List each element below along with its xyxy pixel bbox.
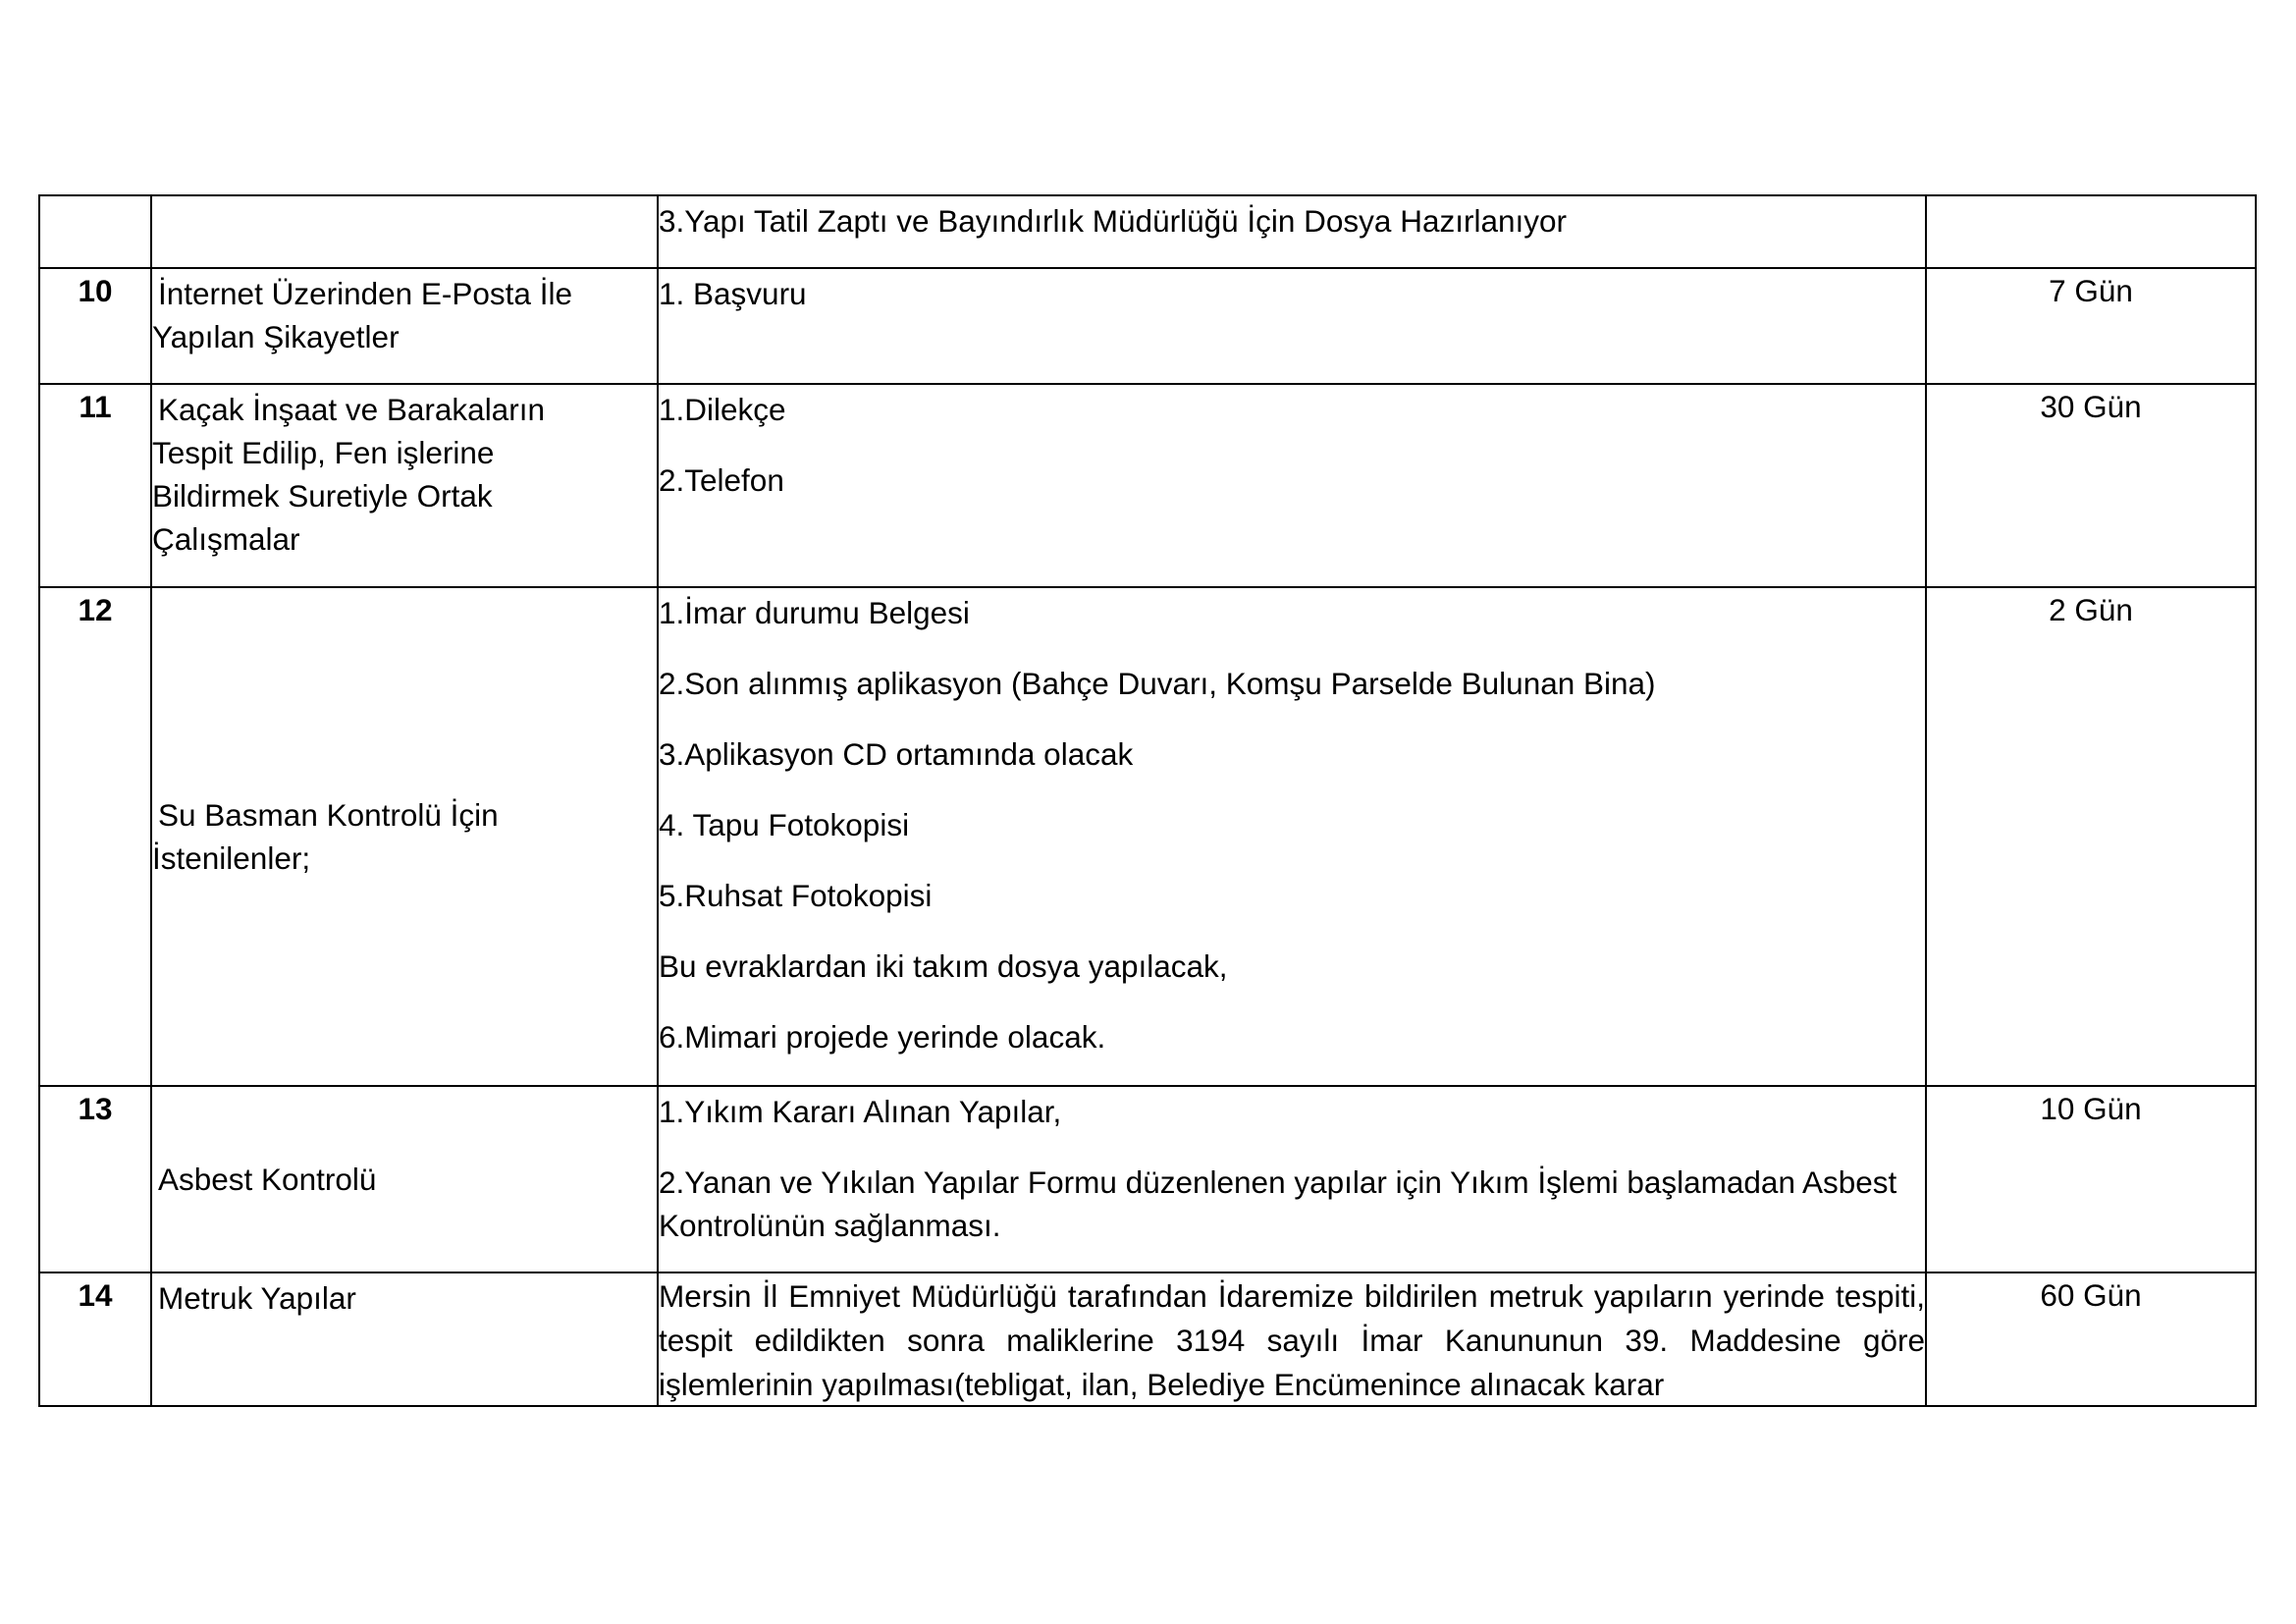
service-line: İstenilenler; xyxy=(152,840,311,876)
service-name xyxy=(151,1272,658,1406)
requirement-item: 6.Mimari projede yerinde olacak. xyxy=(659,1019,1106,1055)
requirement-item: 2.Telefon xyxy=(659,462,784,498)
requirements-cell xyxy=(658,384,1926,587)
service-name xyxy=(151,268,658,384)
requirement-item: Mersin İl Emniyet Müdürlüğü tarafından İdaremize bildirilen metruk yapıların yerinde tespiti, tespit edildikten sonra maliklerine 3194 sayılı İmar Kanununun 39. Maddesine göre işlemlerinin yapılması(tebligat, ilan, Belediye Encümenince alınacak karar xyxy=(659,1278,1925,1402)
table-row xyxy=(39,1086,2256,1272)
duration: 7 Gün xyxy=(1926,268,2256,384)
table-row xyxy=(39,195,2256,268)
service-line: İnternet Üzerinden E-Posta İle xyxy=(158,276,572,311)
service-line: Metruk Yapılar xyxy=(158,1280,356,1316)
requirements-cell xyxy=(658,1272,1926,1406)
duration xyxy=(1926,195,2256,268)
row-number xyxy=(39,195,151,268)
service-name xyxy=(151,384,658,587)
row-number: 13 xyxy=(39,1086,151,1272)
service-name xyxy=(151,1086,658,1272)
service-name xyxy=(151,587,658,1086)
requirement-item: 1.İmar durumu Belgesi xyxy=(659,595,970,630)
duration: 60 Gün xyxy=(1926,1272,2256,1406)
requirements-cell xyxy=(658,268,1926,384)
row-number: 12 xyxy=(39,587,151,1086)
service-line: Su Basman Kontrolü İçin xyxy=(158,797,499,833)
requirement-item: 2.Yanan ve Yıkılan Yapılar Formu düzenlenen yapılar için Yıkım İşlemi başlamadan Asbest Kontrolünün sağlanması. xyxy=(659,1164,1897,1243)
table-row xyxy=(39,1272,2256,1406)
table-row xyxy=(39,268,2256,384)
service-name xyxy=(151,195,658,268)
service-line: Asbest Kontrolü xyxy=(158,1162,377,1197)
requirement-item: Bu evraklardan iki takım dosya yapılacak, xyxy=(659,948,1228,984)
service-line: Çalışmalar xyxy=(152,521,300,557)
service-line: Yapılan Şikayetler xyxy=(152,319,400,354)
table-row xyxy=(39,587,2256,1086)
duration: 10 Gün xyxy=(1926,1086,2256,1272)
service-line: Tespit Edilip, Fen işlerine xyxy=(152,435,495,470)
requirement-item: 3.Yapı Tatil Zaptı ve Bayındırlık Müdürlüğü İçin Dosya Hazırlanıyor xyxy=(659,203,1568,239)
row-number: 10 xyxy=(39,268,151,384)
row-number: 14 xyxy=(39,1272,151,1406)
requirement-item: 4. Tapu Fotokopisi xyxy=(659,807,910,842)
requirement-item: 1. Başvuru xyxy=(659,276,807,311)
service-line: Kaçak İnşaat ve Barakaların xyxy=(158,392,545,427)
requirement-item: 3.Aplikasyon CD ortamında olacak xyxy=(659,736,1134,772)
requirements-cell xyxy=(658,195,1926,268)
service-line: Bildirmek Suretiyle Ortak xyxy=(152,478,493,514)
requirement-item: 2.Son alınmış aplikasyon (Bahçe Duvarı, Komşu Parselde Bulunan Bina) xyxy=(659,666,1656,701)
requirement-item: 1.Yıkım Kararı Alınan Yapılar, xyxy=(659,1094,1062,1129)
requirements-cell xyxy=(658,1086,1926,1272)
requirement-item: 5.Ruhsat Fotokopisi xyxy=(659,878,933,913)
row-number: 11 xyxy=(39,384,151,587)
duration: 2 Gün xyxy=(1926,587,2256,1086)
requirement-item: 1.Dilekçe xyxy=(659,392,786,427)
services-table xyxy=(38,194,2257,1407)
duration: 30 Gün xyxy=(1926,384,2256,587)
requirements-cell xyxy=(658,587,1926,1086)
table-row xyxy=(39,384,2256,587)
